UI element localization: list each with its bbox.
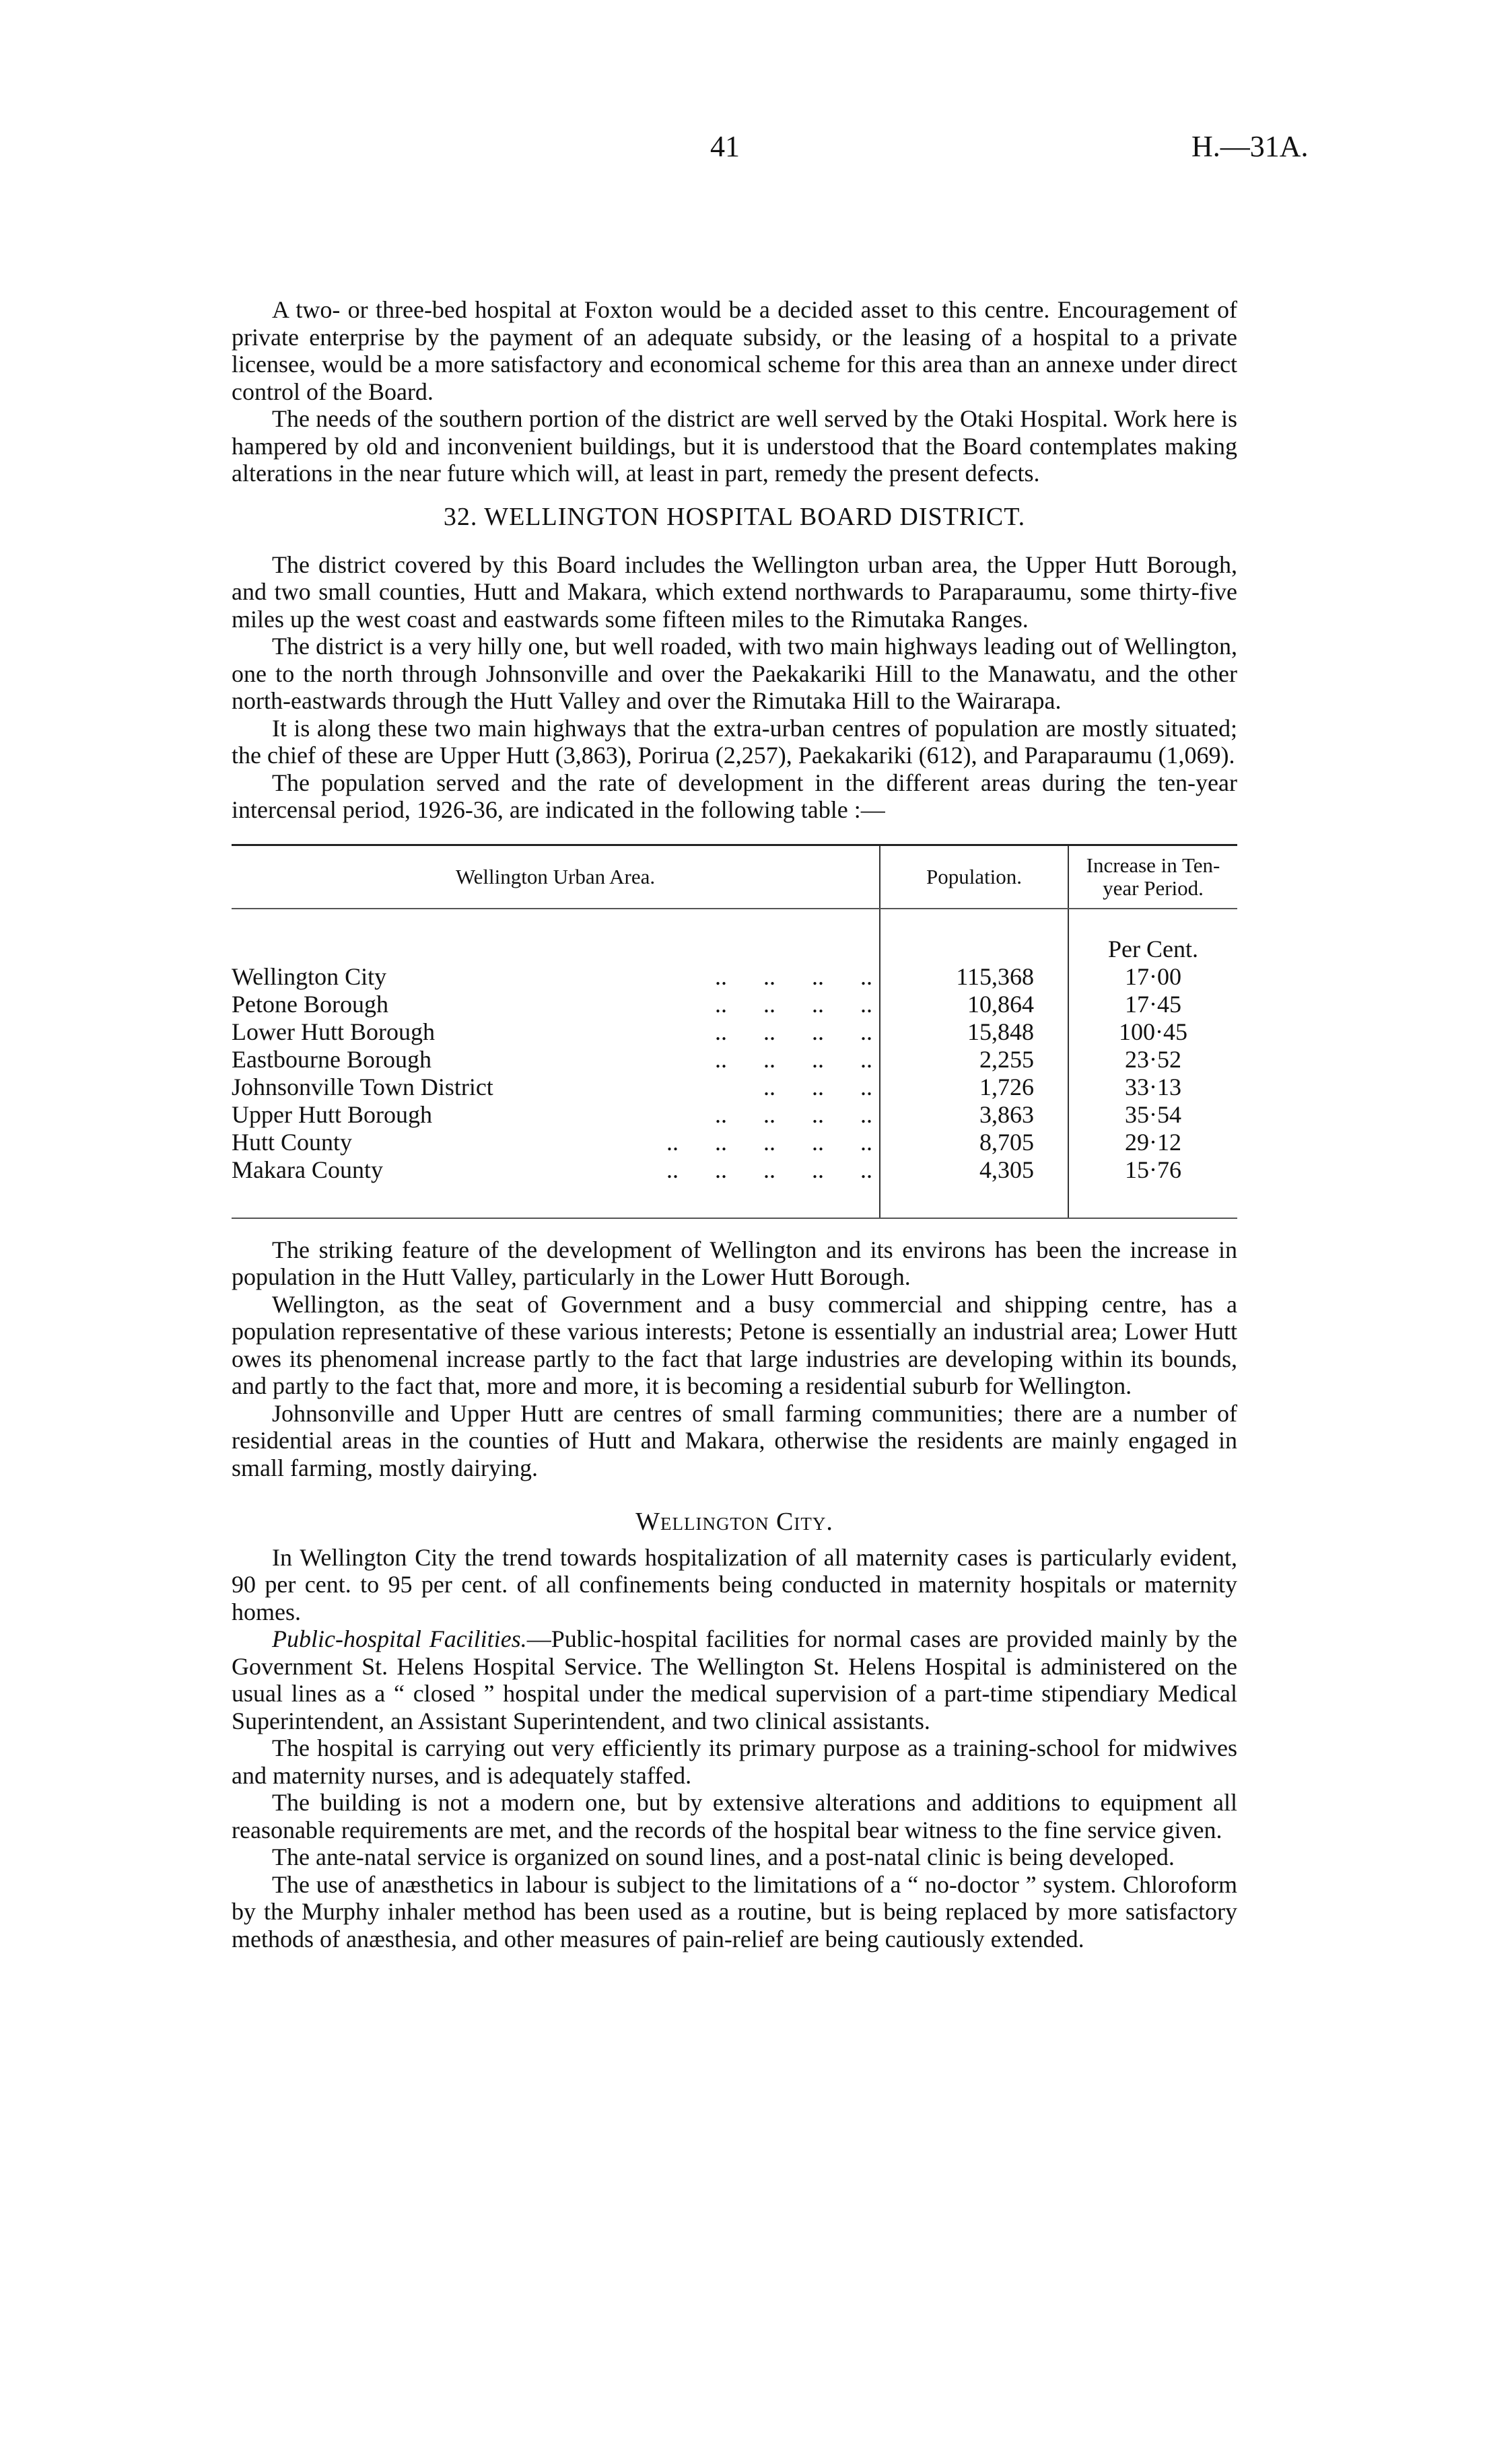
paragraph: The district covered by this Board includes the Wellington urban area, the Upper Hutt Borough, and two small counties, Hutt and Makara, which extend northwards to Paraparaumu, some thirty-five miles up the west coast and eastwards some fifteen miles to the Rimutaka Ranges.	[232, 551, 1237, 633]
increase-cell: 33·13	[1068, 1073, 1237, 1101]
paragraph: The use of anæsthetics in labour is subject to the limitations of a “ no-doctor ” system. Chloroform by the Murphy inhaler method has been used as a routine, but is being replaced by more satisfactory methods of anæsthesia, and other measures of pain-relief are being cautiously extended.	[232, 1870, 1237, 1952]
paragraph: The striking feature of the development of Wellington and its environs has been the increase in population in the Hutt Valley, particularly in the Lower Hutt Borough.	[232, 1236, 1237, 1290]
table-row	[232, 963, 1237, 991]
header-population: Population.	[880, 846, 1068, 909]
paragraph-label: Public-hospital Facilities.	[272, 1625, 527, 1652]
increase-cell: 15·76	[1068, 1156, 1237, 1184]
leader-dots: .. .. .. ..	[715, 962, 872, 990]
table-row	[232, 1101, 1237, 1129]
leader-dots: .. .. .. ..	[715, 1100, 872, 1128]
increase-cell: 17·00	[1068, 963, 1237, 991]
increase-cell: 29·12	[1068, 1129, 1237, 1156]
paragraph: The needs of the southern portion of the district are well served by the Otaki Hospital. Work here is hampered by old and inconvenient buildings, but it is understood that the Board contemplates making alterations in the near future which will, at least in part, remedy the present defects.	[232, 405, 1237, 487]
population-cell: 8,705	[880, 1129, 1068, 1156]
section-heading: 32. WELLINGTON HOSPITAL BOARD DISTRICT.	[443, 503, 1026, 531]
paragraph: The building is not a modern one, but by extensive alterations and additions to equipment all reasonable requirements are met, and the records of the hospital bear witness to the fine service given.	[232, 1789, 1237, 1843]
population-cell: 1,726	[880, 1073, 1068, 1101]
table-row	[232, 1073, 1237, 1101]
increase-cell: 100·45	[1068, 1018, 1237, 1046]
table-row	[232, 1156, 1237, 1184]
area-name: Upper Hutt Borough	[232, 1100, 432, 1128]
area-cell	[232, 1046, 879, 1073]
page-number: 41	[710, 130, 740, 163]
area-cell	[232, 1073, 879, 1101]
section-wellington-district	[232, 503, 1237, 1952]
area-name: Wellington City	[232, 962, 387, 990]
subsection-heading: Wellington City.	[635, 1508, 833, 1536]
paragraph: A two- or three-bed hospital at Foxton would be a decided asset to this centre. Encouragement of private enterprise by the payment of an adequate subsidy, or the leasing of a hospital to a private licensee, would be a more satisfactory and economical scheme for this area than an annexe under direct control of the Board.	[232, 296, 1237, 405]
area-cell	[232, 963, 879, 991]
population-cell: 10,864	[880, 991, 1068, 1018]
leader-dots: .. .. ..	[763, 1073, 872, 1100]
area-name: Hutt County	[232, 1128, 353, 1156]
area-cell	[232, 1101, 879, 1129]
paragraph: The hospital is carrying out very efficiently its primary purpose as a training-school for midwives and maternity nurses, and is adequately staffed.	[232, 1734, 1237, 1789]
population-cell: 15,848	[880, 1018, 1068, 1046]
population-table	[232, 844, 1237, 1219]
area-cell	[232, 991, 879, 1018]
population-cell: 3,863	[880, 1101, 1068, 1129]
leader-dots: .. .. .. .. ..	[666, 1156, 872, 1183]
paragraph: The population served and the rate of development in the different areas during the ten-year intercensal period, 1926-36, are indicated in the following table :—	[232, 769, 1237, 823]
header-increase: Increase in Ten-year Period.	[1068, 846, 1237, 909]
area-name: Johnsonville Town District	[232, 1073, 493, 1100]
table-row	[232, 991, 1237, 1018]
increase-cell: 23·52	[1068, 1046, 1237, 1073]
paragraph: Johnsonville and Upper Hutt are centres of small farming communities; there are a number of residential areas in the counties of Hutt and Makara, otherwise the residents are mainly engaged in small farming, mostly dairying.	[232, 1399, 1237, 1481]
area-cell	[232, 1156, 879, 1184]
area-cell	[232, 1129, 879, 1156]
table-row	[232, 1018, 1237, 1046]
leader-dots: .. .. .. ..	[715, 1045, 872, 1073]
area-cell	[232, 1018, 879, 1046]
table-row	[232, 1046, 1237, 1073]
table-row	[232, 1129, 1237, 1156]
area-name: Makara County	[232, 1156, 383, 1183]
population-cell: 4,305	[880, 1156, 1068, 1184]
leader-dots: .. .. .. .. ..	[666, 1128, 872, 1156]
leader-dots: .. .. .. ..	[715, 990, 872, 1018]
area-name: Eastbourne Borough	[232, 1045, 431, 1073]
paragraph: It is along these two main highways that the extra-urban centres of population are mostly situated; the chief of these are Upper Hutt (3,863), Porirua (2,257), Paekakariki (612), and Paraparaumu (1,069).	[232, 714, 1237, 769]
leader-dots: .. .. .. ..	[715, 1018, 872, 1045]
paragraph	[232, 1625, 1237, 1734]
increase-cell: 35·54	[1068, 1101, 1237, 1129]
paragraph: Wellington, as the seat of Government and a busy commercial and shipping centre, has a population representative of these various interests; Petone is essentially an industrial area; Lower Hutt owes its phenomenal increase partly to the fact that large industries are developing within its bounds, and partly to the fact that, more and more, it is becoming a residential suburb for Wellington.	[232, 1290, 1237, 1399]
unit-label: Per Cent.	[1068, 909, 1237, 963]
header-area: Wellington Urban Area.	[232, 846, 880, 909]
paragraph: The ante-natal service is organized on sound lines, and a post-natal clinic is being developed.	[272, 1843, 1175, 1870]
population-cell: 2,255	[880, 1046, 1068, 1073]
paragraph-text: —Public-hospital facilities for normal cases are provided mainly by the Government St. Helens Hospital Service. The Wellington St. Helens Hospital is administered on the usual lines as a “ closed ” hospital under the medical supervision of a part-time stipendiary Medical Superintendent, an Assistant Superintendent, and two clinical assistants.	[232, 1625, 1237, 1734]
paragraph: In Wellington City the trend towards hospitalization of all maternity cases is particularly evident, 90 per cent. to 95 per cent. of all confinements being conducted in maternity hospitals or maternity homes.	[232, 1543, 1237, 1625]
document-reference: H.—31A.	[1191, 130, 1309, 163]
intro-text	[232, 296, 1237, 487]
paragraph: The district is a very hilly one, but well roaded, with two main highways leading out of Wellington, one to the north through Johnsonville and over the Paekakariki Hill to the Manawatu, and the other north-eastwards through the Hutt Valley and over the Rimutaka Hill to the Wairarapa.	[232, 633, 1237, 714]
increase-cell: 17·45	[1068, 991, 1237, 1018]
area-name: Lower Hutt Borough	[232, 1018, 435, 1045]
area-name: Petone Borough	[232, 990, 388, 1018]
population-cell: 115,368	[880, 963, 1068, 991]
